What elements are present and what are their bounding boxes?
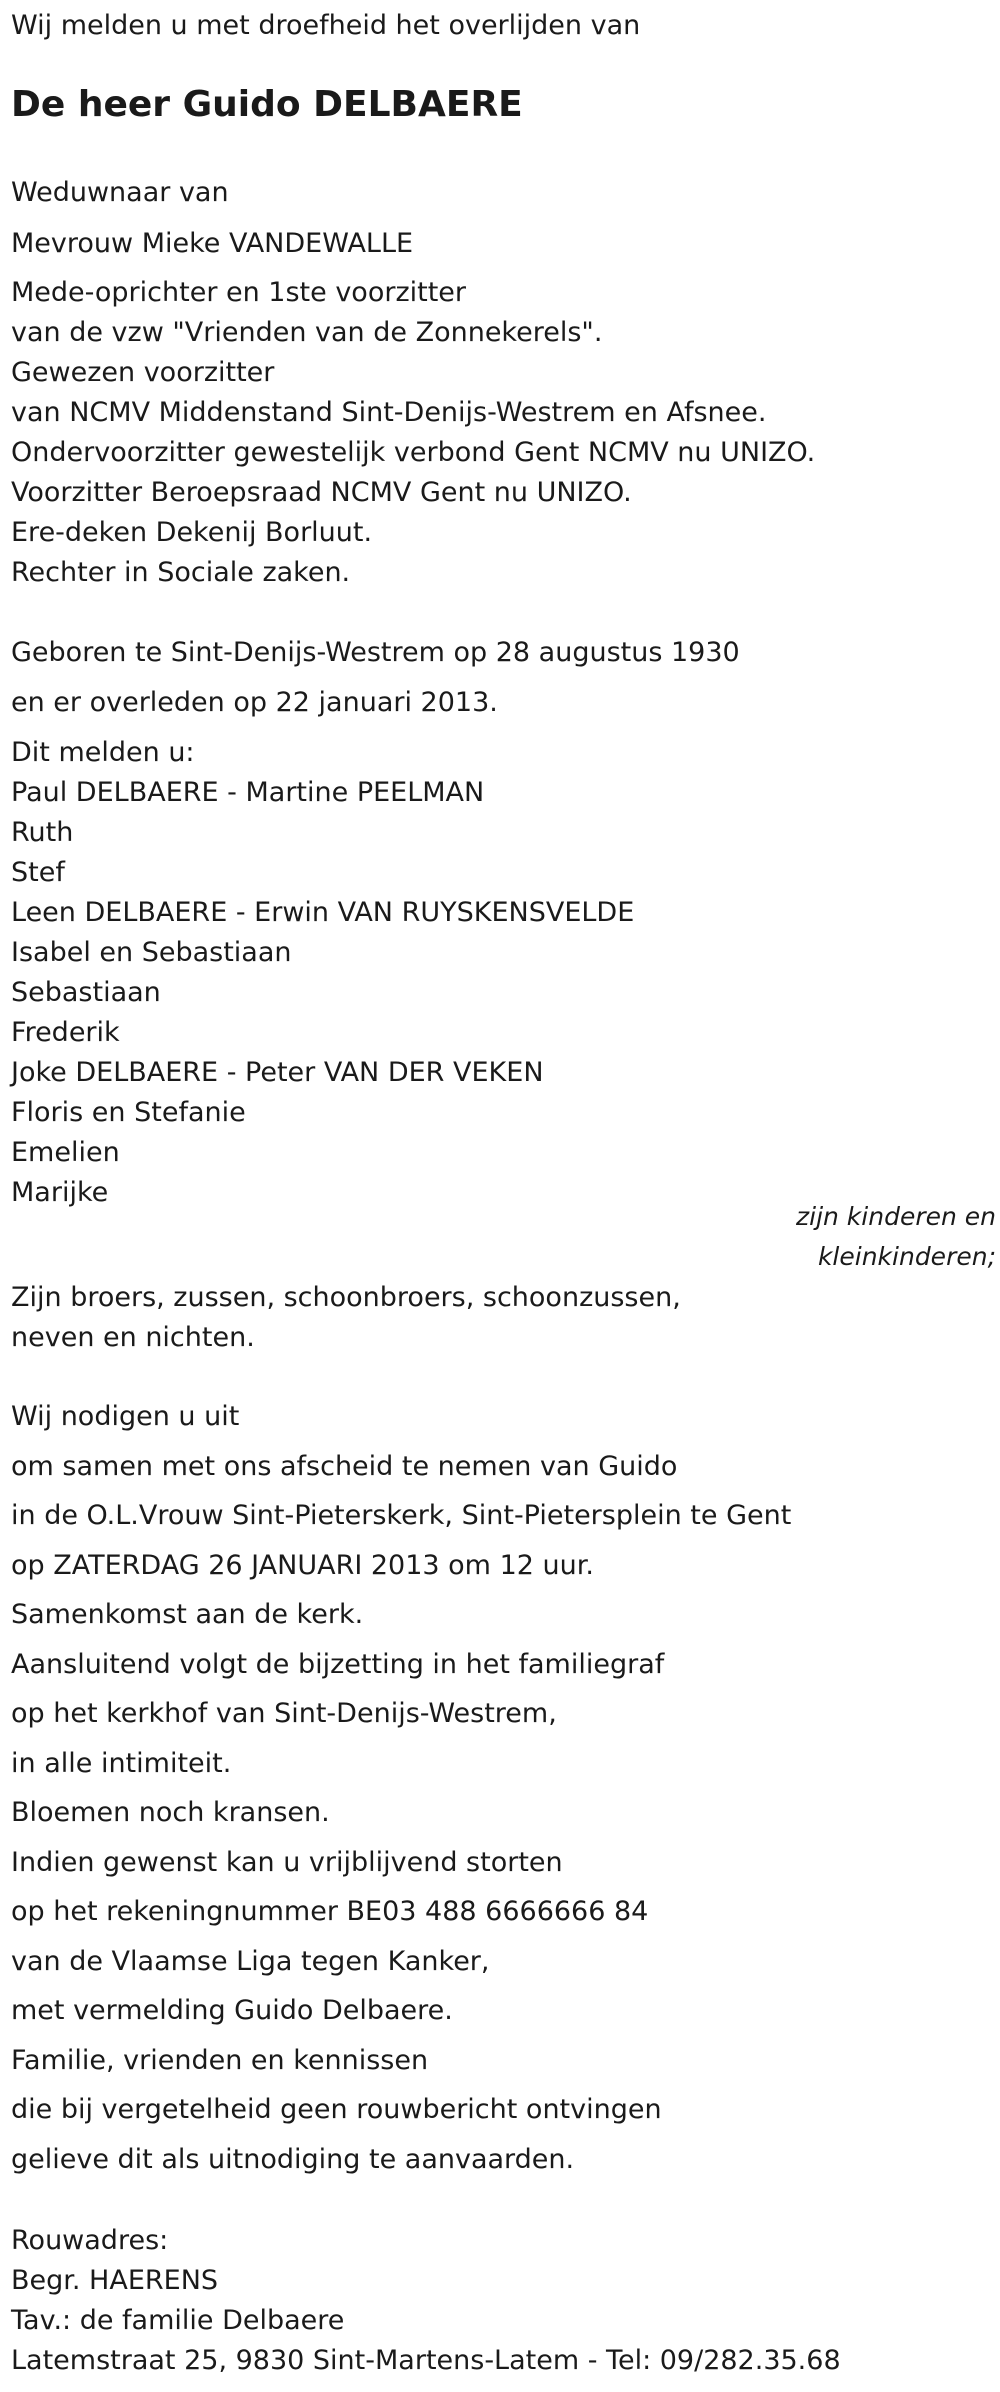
invitation-line: om samen met ons afscheid te nemen van Guido	[11, 1451, 678, 1482]
family-member: Frederik	[11, 1017, 120, 1048]
family-member: Marijke	[11, 1177, 109, 1208]
intro-text: Wij melden u met droefheid het overlijden van	[11, 10, 641, 41]
invitation-line: Wij nodigen u uit	[11, 1401, 240, 1432]
widower-label: Weduwnaar van	[11, 177, 229, 208]
role-line: Mede-oprichter en 1ste voorzitter	[11, 277, 467, 308]
address-line: Begr. HAERENS	[11, 2265, 219, 2296]
invitation-line: in alle intimiteit.	[11, 1748, 232, 1779]
role-line: van de vzw "Vrienden van de Zonnekerels".	[11, 317, 603, 348]
family-member: Floris en Stefanie	[11, 1097, 246, 1128]
family-member: Ruth	[11, 817, 74, 848]
family-note: zijn kinderen en	[796, 1202, 996, 1231]
family-member: Emelien	[11, 1137, 120, 1168]
family-member: Sebastiaan	[11, 977, 161, 1008]
invitation-line: gelieve dit als uitnodiging te aanvaarden.	[11, 2144, 575, 2175]
invitation-line: op het rekeningnummer BE03 488 6666666 84	[11, 1896, 649, 1927]
invitation-line: op ZATERDAG 26 JANUARI 2013 om 12 uur.	[11, 1550, 594, 1581]
invitation-line: Samenkomst aan de kerk.	[11, 1599, 364, 1630]
role-line: Ondervoorzitter gewestelijk verbond Gent NCMV nu UNIZO.	[11, 437, 816, 468]
spouse-name: Mevrouw Mieke VANDEWALLE	[11, 228, 414, 259]
family-member: Isabel en Sebastiaan	[11, 937, 292, 968]
role-line: Rechter in Sociale zaken.	[11, 557, 351, 588]
invitation-line: op het kerkhof van Sint-Denijs-Westrem,	[11, 1698, 557, 1729]
role-line: Ere-deken Dekenij Borluut.	[11, 517, 373, 548]
birth-text: Geboren te Sint-Denijs-Westrem op 28 augustus 1930	[11, 637, 740, 668]
role-line: Gewezen voorzitter	[11, 357, 275, 388]
announced-by-label: Dit melden u:	[11, 737, 195, 768]
family-member: Paul DELBAERE - Martine PEELMAN	[11, 777, 485, 808]
invitation-line: Familie, vrienden en kennissen	[11, 2045, 429, 2076]
invitation-line: van de Vlaamse Liga tegen Kanker,	[11, 1946, 490, 1977]
family-member: Stef	[11, 857, 65, 888]
address-line: Latemstraat 25, 9830 Sint-Martens-Latem - Tel: 09/282.35.68	[11, 2345, 841, 2376]
role-line: Voorzitter Beroepsraad NCMV Gent nu UNIZO.	[11, 477, 632, 508]
family-member: Leen DELBAERE - Erwin VAN RUYSKENSVELDE	[11, 897, 635, 928]
deceased-name: De heer Guido DELBAERE	[11, 84, 523, 125]
family-note: kleinkinderen;	[817, 1242, 996, 1271]
family-member: Joke DELBAERE - Peter VAN DER VEKEN	[11, 1057, 544, 1088]
siblings-line: Zijn broers, zussen, schoonbroers, schoonzussen,	[11, 1282, 681, 1313]
invitation-line: met vermelding Guido Delbaere.	[11, 1995, 453, 2026]
invitation-line: Bloemen noch kransen.	[11, 1797, 330, 1828]
invitation-line: Aansluitend volgt de bijzetting in het familiegraf	[11, 1649, 665, 1680]
address-line: Tav.: de familie Delbaere	[11, 2305, 345, 2336]
invitation-line: Indien gewenst kan u vrijblijvend storten	[11, 1847, 563, 1878]
address-line: Rouwadres:	[11, 2225, 169, 2256]
death-text: en er overleden op 22 januari 2013.	[11, 687, 498, 718]
invitation-line: in de O.L.Vrouw Sint-Pieterskerk, Sint-Pietersplein te Gent	[11, 1500, 792, 1531]
role-line: van NCMV Middenstand Sint-Denijs-Westrem en Afsnee.	[11, 397, 767, 428]
siblings-line: neven en nichten.	[11, 1322, 255, 1353]
invitation-line: die bij vergetelheid geen rouwbericht ontvingen	[11, 2094, 662, 2125]
